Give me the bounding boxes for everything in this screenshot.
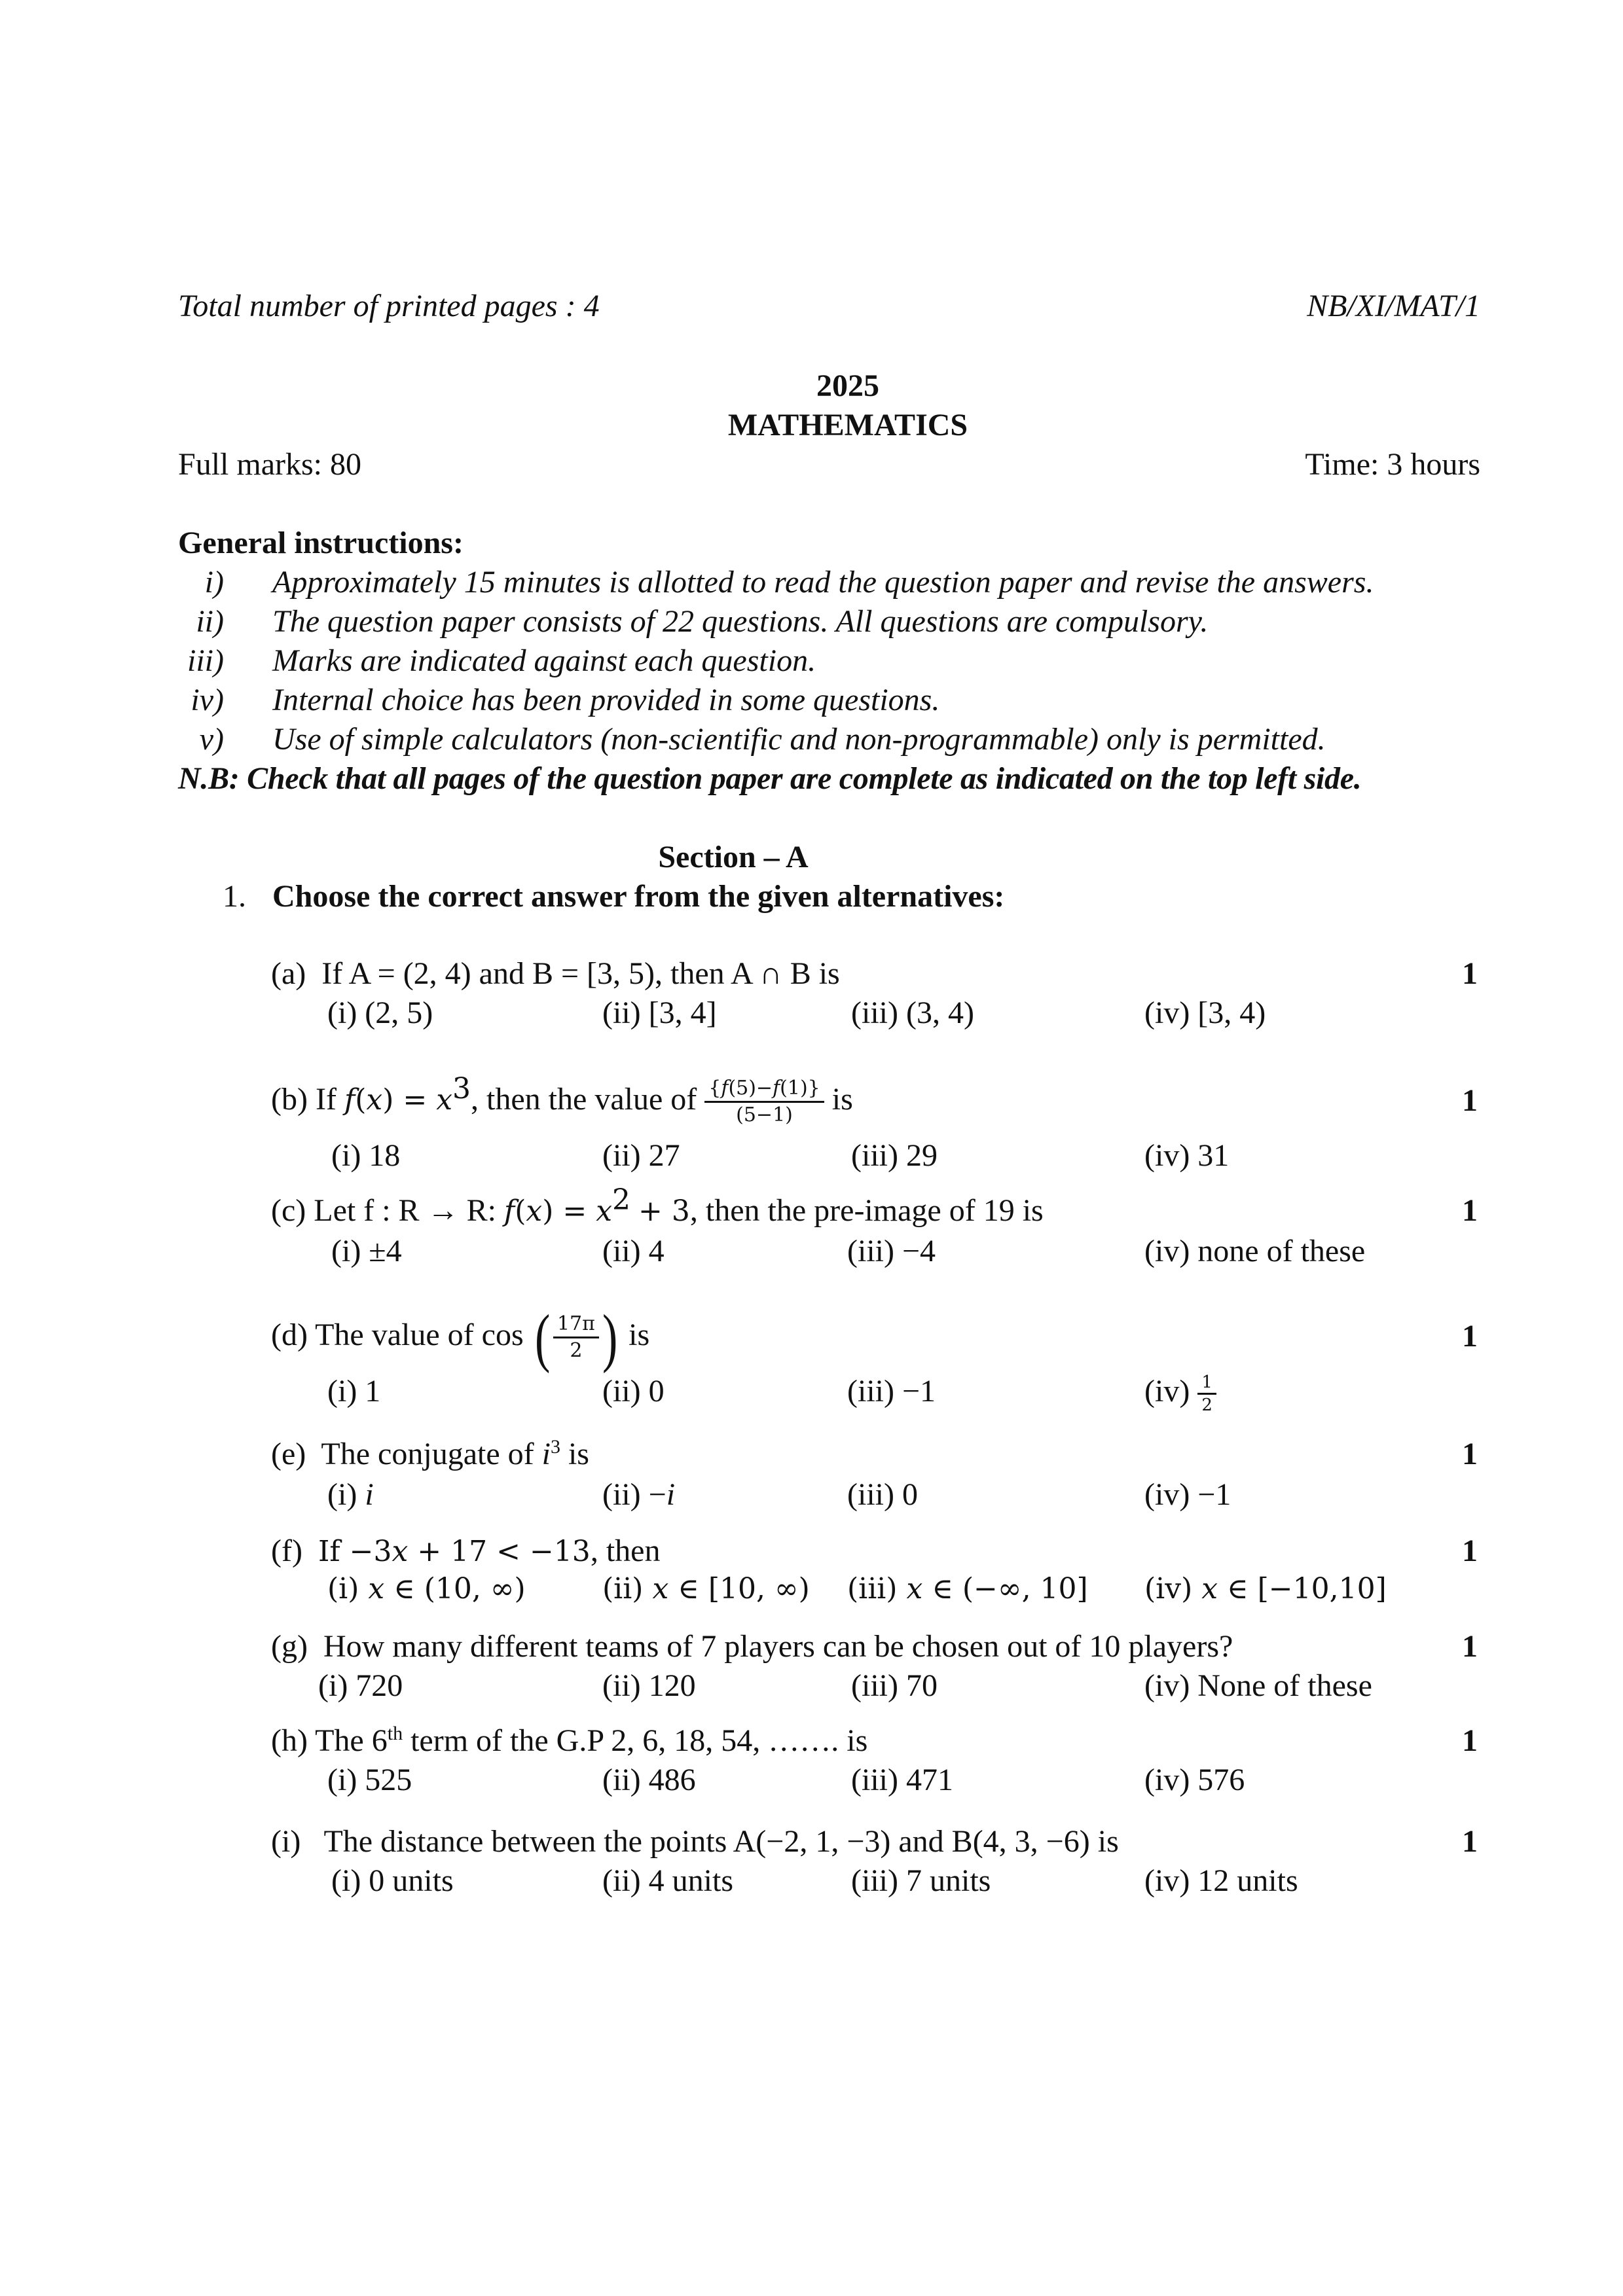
- option: (i) 18: [331, 1138, 401, 1173]
- option: [602, 1475, 675, 1515]
- fraction: [704, 1076, 824, 1128]
- fraction-numerator: 1: [1197, 1372, 1216, 1395]
- question-instruction: Choose the correct answer from the given alternatives:: [272, 879, 1005, 914]
- option: (iii) 471: [851, 1763, 953, 1797]
- instruction-num: iii): [187, 643, 224, 678]
- option: (i) ±4: [331, 1234, 402, 1268]
- option: (ii) 4: [602, 1234, 665, 1268]
- instruction-text: The question paper consists of 22 questions. All questions are compulsory.: [272, 604, 1209, 639]
- question-label: (d) The value of cos: [271, 1318, 524, 1352]
- right-paren: ): [602, 1300, 618, 1374]
- option: (ii) 120: [602, 1668, 696, 1703]
- option: (iii) −4: [847, 1234, 936, 1268]
- question-label: (f): [271, 1534, 302, 1568]
- question-d: [271, 1300, 650, 1374]
- instruction-num: iv): [191, 683, 224, 717]
- question-text-end: is: [568, 1437, 589, 1471]
- question-label: (i): [271, 1824, 301, 1859]
- paper-code: NB/XI/MAT/1: [1307, 289, 1480, 323]
- option: (iii) 7 units: [851, 1863, 991, 1898]
- question-text-end: is: [629, 1318, 650, 1352]
- question-label: (b) If: [271, 1082, 337, 1117]
- option: (iv) 31: [1144, 1138, 1230, 1173]
- question-b: [271, 1067, 853, 1133]
- option: (ii) [3, 4]: [602, 996, 717, 1030]
- question-number: 1.: [223, 879, 246, 914]
- option: (iv) 576: [1144, 1763, 1245, 1797]
- question-text-end: , then: [590, 1534, 661, 1568]
- exam-year: 2025: [816, 368, 879, 403]
- option: (i) 0 units: [331, 1863, 454, 1898]
- ordinal-suffix: th: [387, 1723, 403, 1744]
- option: [1144, 1365, 1216, 1418]
- printed-pages-note: Total number of printed pages : 4: [178, 289, 600, 323]
- fraction: [1197, 1372, 1216, 1416]
- option: (i) (2, 5): [327, 996, 433, 1030]
- variable: i: [666, 1477, 676, 1512]
- option: (iv) 𝑥 ∈ [−10,10]: [1144, 1572, 1387, 1605]
- fraction-numerator: 17π: [553, 1312, 599, 1338]
- marks: 1: [1462, 956, 1478, 991]
- fraction-denominator: 2: [570, 1339, 583, 1363]
- exponent: 2: [612, 1183, 631, 1217]
- fraction-denominator: (5−1): [736, 1103, 793, 1127]
- exponent: 3: [452, 1072, 471, 1105]
- question-c: [271, 1183, 1044, 1231]
- question-label: (a): [271, 956, 306, 991]
- option: (iii) (3, 4): [851, 996, 974, 1030]
- option: (i) 𝑥 ∈ (10, ∞): [327, 1572, 526, 1605]
- section-title: Section – A: [658, 840, 809, 874]
- option: (iii) 29: [851, 1138, 938, 1173]
- option: (ii) 0: [602, 1374, 665, 1408]
- question-text: The conjugate of: [321, 1437, 534, 1471]
- question-text: , then the value of: [471, 1082, 697, 1117]
- option: (iii) −1: [847, 1374, 936, 1408]
- subject-title: MATHEMATICS: [727, 408, 968, 442]
- marks: 1: [1462, 1083, 1478, 1118]
- variable: i: [541, 1437, 551, 1471]
- option-label: (ii) −: [602, 1477, 666, 1512]
- option: (iv) −1: [1144, 1477, 1231, 1512]
- question-label: (c) Let f : R → R:: [271, 1193, 496, 1228]
- instruction-text: Use of simple calculators (non-scientific and non-programmable) only is permitted.: [272, 722, 1326, 757]
- question-text: term of the G.P 2, 6, 18, 54, ……. is: [410, 1723, 868, 1758]
- marks: 1: [1462, 1437, 1478, 1471]
- question-text: , then the pre-image of 19 is: [689, 1193, 1044, 1228]
- instruction-text: Marks are indicated against each question.: [272, 643, 816, 678]
- marks: 1: [1462, 1534, 1478, 1568]
- fraction: [553, 1312, 599, 1363]
- question-g: [271, 1627, 1233, 1666]
- option: (i) 1: [327, 1374, 381, 1408]
- question-text: If A = (2, 4) and B = [3, 5), then A ∩ B is: [321, 956, 840, 991]
- instruction-num: i): [204, 565, 224, 600]
- option: (iv) None of these: [1144, 1668, 1372, 1703]
- option: (iv) none of these: [1144, 1234, 1366, 1268]
- question-h: [271, 1721, 867, 1761]
- option: (iv) [3, 4): [1144, 996, 1266, 1030]
- full-marks: Full marks: 80: [178, 447, 362, 482]
- option: (ii) 𝑥 ∈ [10, ∞): [602, 1572, 810, 1605]
- question-a: [271, 954, 840, 994]
- variable: i: [365, 1477, 374, 1512]
- instruction-num: v): [199, 722, 224, 757]
- question-label: (e): [271, 1437, 306, 1471]
- option: (ii) 27: [602, 1138, 680, 1173]
- question-e: [271, 1435, 589, 1474]
- option: [327, 1475, 374, 1515]
- constant-term: + 3: [638, 1194, 690, 1228]
- option: (iv) 12 units: [1144, 1863, 1298, 1898]
- marks: 1: [1462, 1824, 1478, 1859]
- nb-note: N.B: Check that all pages of the question paper are complete as indicated on the top left side.: [178, 761, 1362, 796]
- left-paren: (: [534, 1300, 550, 1374]
- question-text: How many different teams of 7 players can be chosen out of 10 players?: [323, 1629, 1233, 1664]
- time-allowed: Time: 3 hours: [1305, 447, 1480, 482]
- fraction-denominator: 2: [1201, 1395, 1213, 1416]
- fraction-numerator: {𝑓(5)−𝑓(1)}: [704, 1076, 824, 1103]
- question-text: The distance between the points A(−2, 1, −3) and B(4, 3, −6) is: [323, 1824, 1119, 1859]
- question-label: (g): [271, 1629, 308, 1664]
- option-label: (iv): [1144, 1374, 1190, 1408]
- function-expression: 𝑓(𝑥) = 𝑥: [344, 1083, 453, 1117]
- question-label: (h) The 6: [271, 1723, 388, 1758]
- option: (ii) 486: [602, 1763, 696, 1797]
- instruction-text: Approximately 15 minutes is allotted to read the question paper and revise the answers.: [272, 565, 1374, 600]
- exponent: 3: [550, 1436, 560, 1458]
- instruction-num: ii): [196, 604, 224, 639]
- option: (i) 525: [327, 1763, 412, 1797]
- marks: 1: [1462, 1319, 1478, 1354]
- option: (iii) 𝑥 ∈ (−∞, 10]: [847, 1572, 1088, 1605]
- question-text-end: is: [831, 1082, 853, 1117]
- function-expression: 𝑓(𝑥) = 𝑥: [503, 1194, 613, 1228]
- marks: 1: [1462, 1723, 1478, 1758]
- instructions-heading: General instructions:: [178, 526, 464, 560]
- question-f: [271, 1532, 660, 1571]
- option: (ii) 4 units: [602, 1863, 733, 1898]
- question-i: [271, 1822, 1119, 1861]
- option: (i) 720: [318, 1668, 403, 1703]
- inequality: If −3𝑥 + 17 < −13: [318, 1535, 591, 1568]
- option-label: (i): [327, 1477, 357, 1512]
- marks: 1: [1462, 1629, 1478, 1664]
- marks: 1: [1462, 1193, 1478, 1228]
- option: (iii) 0: [847, 1477, 918, 1512]
- instruction-text: Internal choice has been provided in some questions.: [272, 683, 940, 717]
- option: (iii) 70: [851, 1668, 938, 1703]
